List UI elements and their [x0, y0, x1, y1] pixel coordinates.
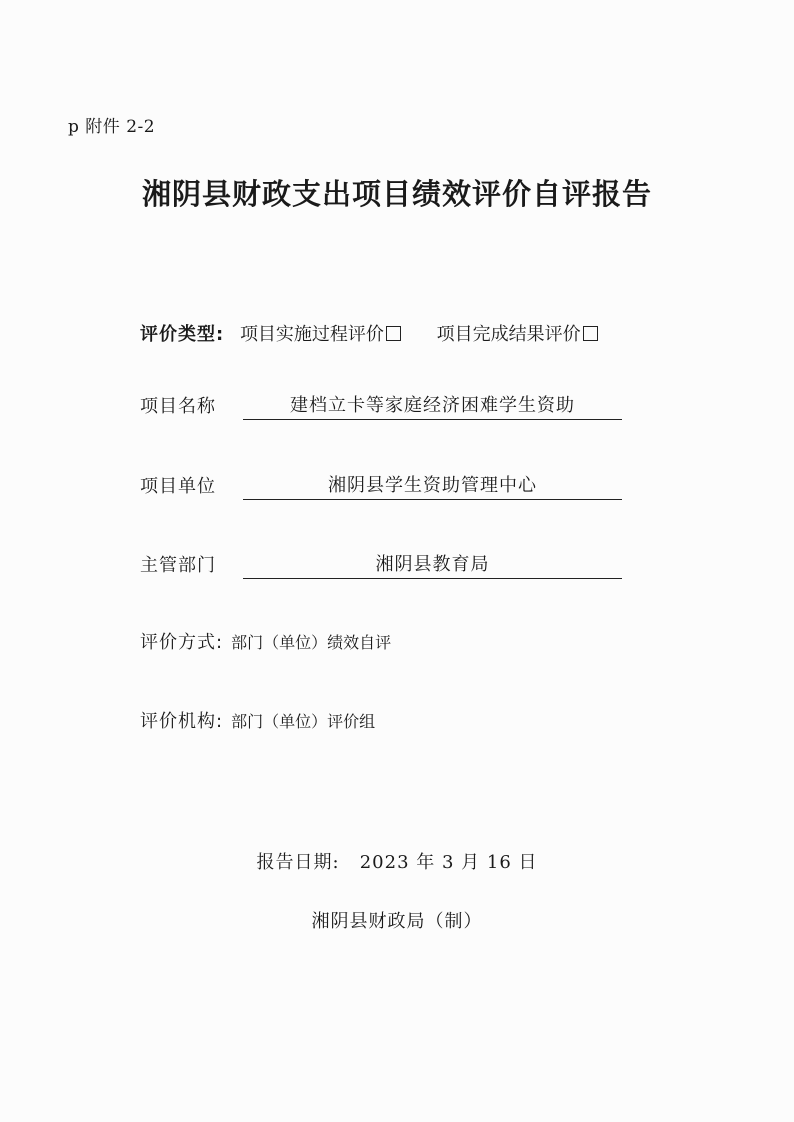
project-name-field: 建档立卡等家庭经济困难学生资助: [243, 391, 622, 420]
report-date-row: [0, 848, 794, 874]
project-name-label: 项目名称: [140, 396, 216, 417]
supervisor-field: 湘阴县教育局: [243, 550, 622, 579]
evaluation-method-label: 评价方式:: [140, 632, 224, 653]
checkbox-process[interactable]: [386, 326, 401, 341]
issuer-line: 湘阴县财政局（制）: [311, 911, 483, 932]
option-result-label: 项目完成结果评价: [436, 324, 581, 345]
evaluation-type-label: 评价类型:: [140, 324, 225, 345]
evaluation-method-value: 部门（单位）绩效自评: [231, 633, 392, 652]
evaluation-agency-label: 评价机构:: [140, 711, 224, 732]
report-date-value: 2023 年 3 月 16 日: [359, 852, 538, 873]
evaluation-agency-row: [140, 707, 375, 733]
supervisor-row: [140, 551, 216, 577]
project-unit-row: [140, 472, 216, 498]
project-unit-label: 项目单位: [140, 476, 216, 497]
evaluation-type-row: [140, 320, 598, 346]
checkbox-result[interactable]: [583, 326, 598, 341]
evaluation-method-row: [140, 628, 391, 654]
attachment-label: p 附件 2-2: [68, 117, 156, 137]
supervisor-label: 主管部门: [140, 555, 216, 576]
option-process-evaluation[interactable]: [240, 324, 407, 345]
option-process-label: 项目实施过程评价: [239, 324, 384, 345]
project-name-row: [140, 392, 216, 418]
document-title: 湘阴县财政支出项目绩效评价自评报告: [141, 177, 652, 211]
option-result-evaluation[interactable]: [437, 324, 598, 345]
evaluation-agency-value: 部门（单位）评价组: [231, 712, 376, 731]
report-date-label: 报告日期:: [256, 852, 340, 873]
project-unit-field: 湘阴县学生资助管理中心: [243, 471, 622, 500]
